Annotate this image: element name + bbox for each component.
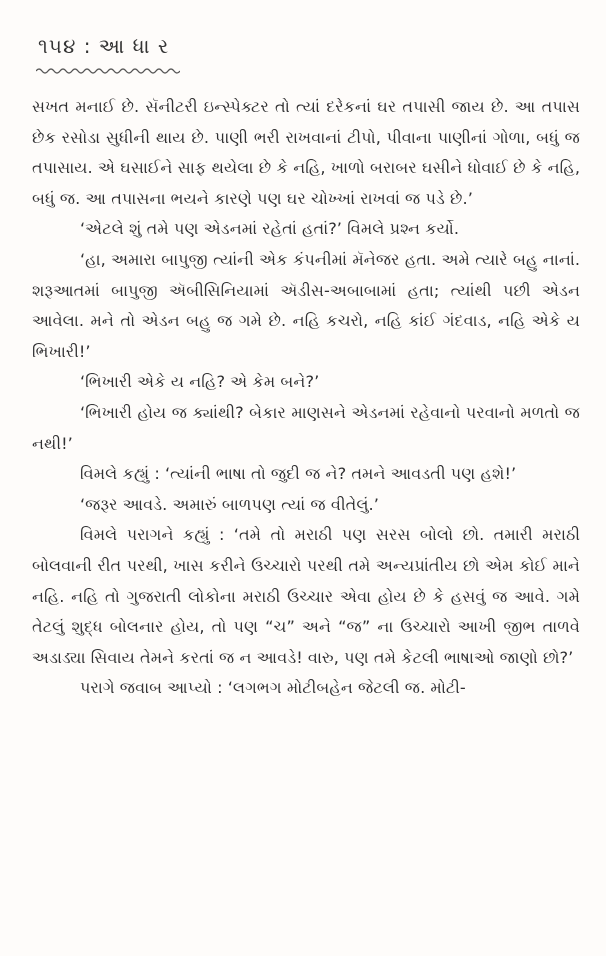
paragraph-9: પરાગે જવાબ આપ્યો : ‘લગભગ મોટીબહેન જેટલી જ. મોટી- [80,678,466,698]
paragraph-5: ‘ભિખારી હોય જ ક્યાંથી? બેકાર માણસને એડનમાં રહેવાનો પરવાનો મળતો જ નથી!’ [32,402,580,453]
paragraph-2: ‘એટલે શું તમે પણ એડનમાં રહેતાં હતાં?’ વિમલે પ્રશ્ન કર્યો. [80,219,459,239]
body-text [32,92,580,704]
paragraph-8: વિમલે પરાગને કહ્યું : ‘તમે તો મરાઠી પણ સરસ બોલો છો. તમારી મરાઠી બોલવાની રીત પરથી, ખાસ કરીને ઉચ્ચારો પરથી તમે અન્યપ્રાંતીય છો એમ કોઈ માને નહિ. નહિ તો ગુજરાતી લોકોના મરાઠી ઉચ્ચાર એવા હોય છે કે હસવું જ આવે. ગમે તેટલું શુદ્ધ બોલનાર હોય, તો પણ “ચ” અને “જ” ના ઉચ્ચારો આખી જીભ તાળવે અડાડ્યા સિવાય તેમને કરતાં જ ન આવડે! વારુ, પણ તમે કેટલી ભાષાઓ જાણો છો?’ [32,525,580,667]
paragraph-7: ‘જરૂર આવડે. અમારું બાળપણ ત્યાં જ વીતેલું.’ [80,494,379,514]
paragraph-4: ‘ભિખારી એકે ય નહિ? એ કેમ બને?’ [80,372,320,392]
paragraph-1: સખત મનાઈ છે. સૅનીટરી ઇન્સ્પેક્ટર તો ત્યાં દરેકનાં ઘર તપાસી જાય છે. આ તપાસ છેક રસોડા સુધીની થાય છે. પાણી ભરી રાખવાનાં ટીપો, પીવાના પાણીનાં ગોળા, બધું જ તપાસાય. એ ઘસાઈને સાફ થયેલા છે કે નહિ, ખાળો બરાબર ઘસીને ધોવાઈ છે કે નહિ, બધું જ. આ તપાસના ભયને કારણે પણ ઘર ચોખ્ખાં રાખવાં જ પડે છે.’ [32,97,580,208]
decorative-wavy-rule [36,66,180,76]
paragraph-6: વિમલે કહ્યું : ‘ત્યાંની ભાષા તો જુદી જ ને? તમને આવડતી પણ હશે!’ [80,464,517,484]
paragraph-3: ‘હા, અમારા બાપુજી ત્યાંની એક કંપનીમાં મૅનેજર હતા. અમે ત્યારે બહુ નાનાં. શરૂઆતમાં બાપુજી ઍબીસિનિયામાં ઍડીસ-અબાબામાં હતા; ત્યાંથી પછી એડન આવેલા. મને તો એડન બહુ જ ગમે છે. નહિ કચરો, નહિ કાંઈ ગંદવાડ, નહિ એકે ય ભિખારી!’ [32,249,580,361]
running-head: ૧૫૪ : આ ધા ર [38,34,170,58]
